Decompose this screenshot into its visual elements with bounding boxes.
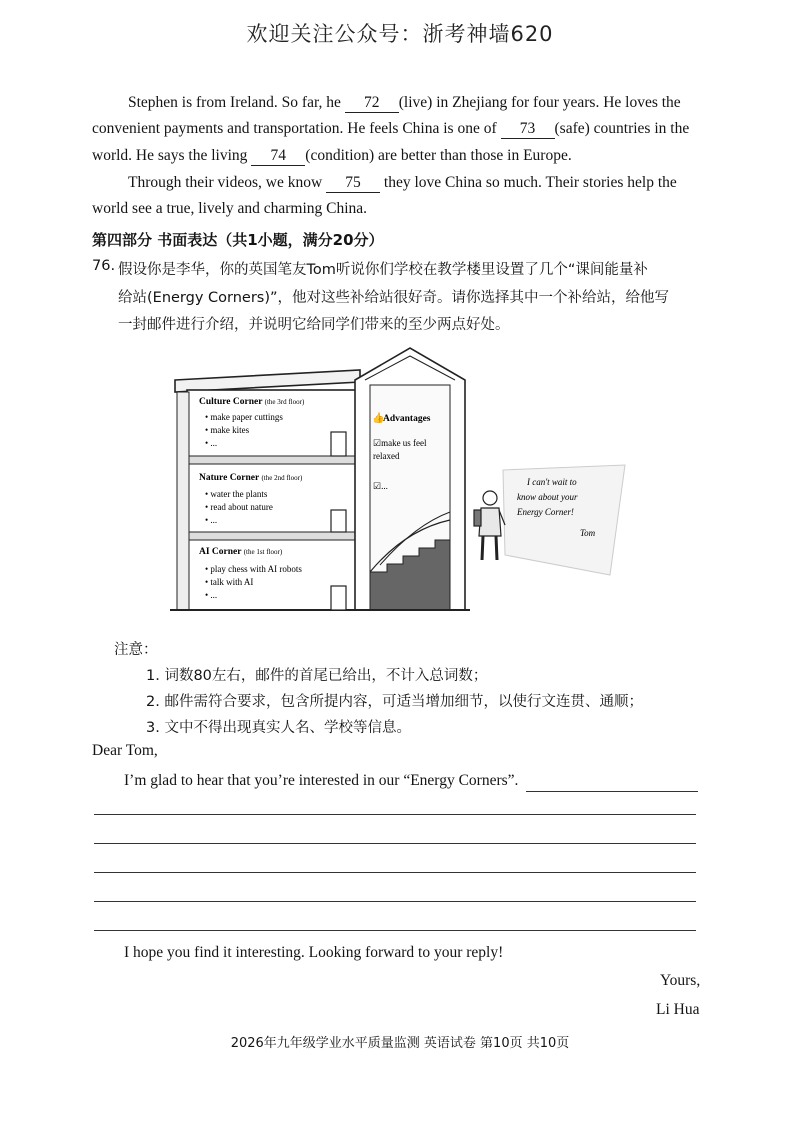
notes-title: 注意：	[114, 642, 158, 658]
question-line-2: 给站(Energy Corners)”，他对这些补给站很好奇。请你选择其中一个补给站，给他写	[118, 290, 670, 306]
nature-item: • ...	[205, 515, 218, 525]
note-item: 1. 词数80左右，邮件的首尾已给出，不计入总词数；	[146, 668, 488, 684]
culture-corner-floor: (the 3rd floor)	[264, 398, 305, 406]
letter-name: Li Hua	[656, 1001, 700, 1018]
blank-73: 73	[501, 120, 555, 139]
page-header: 欢迎关注公众号：浙考神墙620	[246, 22, 554, 46]
question-line-1: 假设你是李华，你的英国笔友Tom听说你们学校在教学楼里设置了几个“课间能量补	[118, 262, 648, 278]
passage-text: (safe) countries in the	[554, 120, 690, 137]
bubble-text: I can't wait to	[527, 477, 577, 487]
writing-line[interactable]	[94, 872, 696, 873]
advantage-item: ☑...	[373, 481, 388, 491]
passage-line-3	[92, 143, 702, 169]
ai-corner-floor: (the 1st floor)	[243, 548, 283, 556]
letter-salutation: Dear Tom,	[92, 742, 158, 759]
ai-item: • play chess with AI robots	[205, 564, 302, 574]
letter-closing-sentence: I hope you find it interesting. Looking forward to your reply!	[124, 944, 504, 961]
ai-item: • ...	[205, 590, 218, 600]
bubble-text: Energy Corner!	[517, 507, 574, 517]
blank-72: 72	[345, 94, 399, 113]
note-item: 2. 邮件需符合要求，包含所提内容，可适当增加细节，以使行文连贯、通顺；	[146, 694, 643, 710]
passage-text: Through their videos, we know	[128, 174, 323, 191]
question-number: 76.	[92, 258, 116, 274]
writing-line[interactable]	[94, 843, 696, 844]
writing-line[interactable]	[94, 930, 696, 931]
passage-text: (live) in Zhejiang for four years. He loves the	[398, 94, 681, 111]
nature-corner-title: Nature Corner (the 2nd floor)	[199, 473, 303, 483]
tom-figure	[474, 491, 505, 560]
nature-item: • water the plants	[205, 489, 268, 499]
writing-line[interactable]	[526, 791, 698, 792]
letter-signoff: Yours,	[660, 972, 701, 989]
passage-line-5: world see a true, lively and charming China.	[92, 200, 368, 217]
energy-corners-illustration	[165, 340, 635, 620]
passage-line-2	[92, 116, 702, 142]
note-item: 3. 文中不得出现真实人名、学校等信息。	[146, 720, 411, 736]
culture-item: • make paper cuttings	[205, 412, 283, 422]
passage-text: world. He says the living	[92, 147, 248, 164]
tom-label: Tom	[580, 528, 596, 538]
letter-opening: I’m glad to hear that you’re interested in our “Energy Corners”.	[124, 772, 519, 789]
page-footer: 2026年九年级学业水平质量监测 英语试卷 第10页 共10页	[230, 1036, 570, 1051]
ai-item: • talk with AI	[205, 577, 254, 587]
passage-text: they love China so much. Their stories help the	[383, 174, 677, 191]
writing-line[interactable]	[94, 901, 696, 902]
culture-corner-title: Culture Corner (the 3rd floor)	[199, 397, 305, 407]
ai-corner-title: AI Corner (the 1st floor)	[199, 547, 283, 557]
culture-item: • make kites	[205, 425, 250, 435]
passage-line-1	[128, 90, 708, 116]
advantages-title: Advantages	[383, 414, 431, 424]
section-title: 第四部分 书面表达（共1小题，满分20分）	[92, 231, 384, 249]
bubble-text: know about your	[517, 492, 578, 502]
nature-corner-floor: (the 2nd floor)	[261, 474, 303, 482]
passage-line-4	[128, 170, 708, 196]
culture-item: • ...	[205, 438, 218, 448]
question-line-3: 一封邮件进行介绍，并说明它给同学们带来的至少两点好处。	[118, 317, 510, 333]
advantage-item: relaxed	[373, 451, 400, 461]
passage-text: (condition) are better than those in Europe.	[305, 147, 572, 164]
nature-item: • read about nature	[205, 502, 273, 512]
passage-text: convenient payments and transportation. He feels China is one of	[92, 120, 497, 137]
blank-75: 75	[326, 174, 380, 193]
advantage-item: ☑make us feel	[373, 438, 427, 448]
blank-74: 74	[251, 147, 305, 166]
passage-text: Stephen is from Ireland. So far, he	[128, 94, 341, 111]
thumbs-up-icon: 👍	[372, 413, 385, 424]
writing-line[interactable]	[94, 814, 696, 815]
